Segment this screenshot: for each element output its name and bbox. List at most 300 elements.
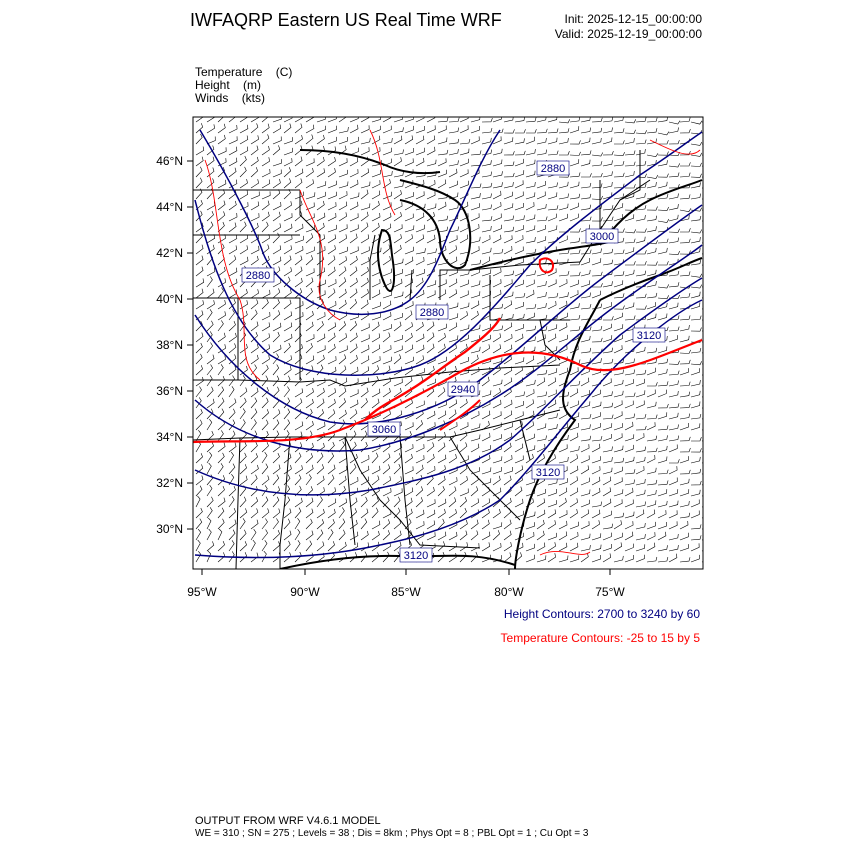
wind-barb (240, 530, 246, 540)
wind-barb (658, 480, 668, 485)
wind-barb (372, 201, 379, 210)
lon-ticks (202, 569, 610, 575)
wind-barb (581, 444, 589, 452)
wind-barb (251, 398, 257, 408)
wind-barb (328, 519, 335, 529)
wind-barb (328, 137, 337, 144)
wind-barb (394, 453, 401, 463)
wind-barb (647, 532, 655, 540)
wind-barb (350, 431, 356, 441)
wind-barb (218, 355, 226, 364)
wind-barb (295, 114, 303, 122)
wind-barb (559, 498, 566, 507)
wind-barb (625, 469, 635, 474)
wind-barb (229, 213, 237, 221)
wind-barb (669, 436, 679, 441)
wind-barb (471, 311, 478, 320)
wind-barb (680, 533, 688, 540)
wind-barb (581, 510, 589, 519)
wind-barb (251, 157, 258, 166)
wind-barb (229, 508, 236, 518)
wind-barb (548, 293, 558, 298)
wind-barb (614, 324, 623, 331)
wind-barb (680, 315, 690, 320)
wind-barb (537, 192, 545, 200)
wind-barb (559, 271, 569, 276)
wind-barb (526, 512, 535, 518)
wind-barb (702, 273, 713, 277)
wind-barb (702, 185, 713, 189)
wind-barb (306, 388, 314, 397)
lon-label: 95°W (187, 585, 217, 599)
wind-barb (702, 130, 713, 134)
wind-barb (284, 334, 292, 342)
wind-barb (658, 545, 668, 551)
wind-barb (680, 208, 691, 211)
wind-barb (240, 125, 248, 133)
wind-barb (416, 355, 424, 364)
wind-barb (669, 371, 679, 375)
wind-barb (581, 138, 590, 144)
wind-barb (339, 300, 346, 309)
wind-barb (240, 442, 246, 452)
wind-barb (504, 467, 513, 474)
wind-barb (273, 420, 279, 430)
wind-barb (372, 476, 379, 486)
wind-barb (284, 158, 292, 166)
wind-barb (251, 322, 258, 331)
wind-barb (581, 478, 589, 485)
wind-barb (306, 278, 313, 288)
wind-barb (317, 399, 324, 408)
wind-barb (504, 542, 512, 551)
wind-barb (471, 126, 480, 133)
wind-barb (350, 367, 358, 375)
wind-barb (526, 249, 536, 254)
wind-barb (647, 557, 657, 562)
wind-barb (680, 544, 689, 551)
wind-barb (339, 354, 346, 364)
wind-barb (449, 235, 457, 243)
wind-barb (691, 316, 701, 320)
wind-barb (339, 321, 346, 331)
wind-barb (669, 501, 678, 507)
wind-barb (658, 412, 667, 419)
wind-barb (581, 183, 591, 188)
wind-barb (251, 529, 256, 540)
map-title: IWFAQRP Eastern US Real Time WRF (190, 10, 502, 30)
wind-barb (284, 519, 290, 529)
wind-barb (416, 269, 425, 276)
wind-barb (515, 302, 524, 309)
wind-barb (295, 278, 302, 287)
wind-barb (372, 356, 380, 364)
wind-barb (262, 290, 270, 298)
wind-barb (350, 355, 357, 364)
wind-barb (427, 248, 437, 254)
wind-barb (383, 357, 392, 364)
wind-barb (416, 126, 425, 133)
wind-barb (449, 532, 457, 540)
wind-barb (262, 442, 269, 452)
wind-barb (284, 454, 291, 464)
wind-barb (691, 230, 702, 234)
wind-barb (449, 445, 457, 453)
wind-barb (460, 442, 467, 452)
wind-barb (306, 192, 315, 199)
wind-barb (350, 193, 359, 200)
lat-label: 44°N (156, 200, 183, 214)
wind-barb (636, 215, 645, 221)
wind-barb (438, 443, 445, 452)
wind-barb (471, 444, 479, 452)
lon-label: 80°W (494, 585, 524, 599)
wind-barb (240, 541, 247, 551)
wind-barb (603, 499, 611, 507)
svg-text:2880: 2880 (419, 307, 445, 319)
wind-barb (515, 324, 524, 331)
wind-barb (460, 235, 468, 243)
wind-barb (614, 423, 623, 430)
wind-barb (317, 246, 325, 254)
wind-barb (427, 160, 436, 166)
wind-barb (449, 169, 457, 177)
wind-barb (262, 191, 270, 199)
wind-barb (317, 290, 325, 298)
wind-barb (460, 169, 468, 177)
wind-barb (636, 479, 645, 485)
wind-barb (416, 345, 424, 353)
wind-barb (515, 225, 524, 232)
wind-barb (372, 248, 381, 254)
wind-barb (691, 543, 699, 551)
wind-barb (603, 302, 612, 309)
wind-barb (350, 344, 357, 353)
wind-barb (284, 114, 292, 122)
wind-barb (229, 158, 237, 166)
wind-barb (680, 423, 689, 430)
wind-barb (383, 213, 391, 221)
wind-barb (273, 125, 281, 134)
wind-barb (394, 157, 402, 166)
wind-barb (515, 401, 524, 408)
wind-barb (251, 114, 259, 123)
wind-barb (218, 147, 226, 155)
wind-barb (537, 204, 546, 210)
wind-barb (504, 345, 512, 353)
wind-barb (647, 118, 657, 122)
wind-barb (647, 226, 657, 232)
temperature-contour-note: Temperature Contours: -25 to 15 by 5 (500, 631, 700, 645)
wind-barb (680, 336, 689, 342)
wind-barb (592, 258, 601, 265)
wind-barb (570, 326, 580, 331)
wind-barb (482, 205, 492, 211)
wind-barb (383, 464, 390, 474)
wind-barb (229, 443, 236, 452)
wind-barb (460, 456, 468, 464)
wind-barb (372, 170, 381, 177)
wind-barb (427, 114, 435, 122)
wind-barb (471, 193, 480, 199)
wind-barb (196, 519, 202, 529)
wind-barb (504, 182, 513, 188)
wind-barb (625, 335, 634, 342)
wind-barb (207, 222, 213, 232)
wind-barb (460, 139, 470, 144)
wind-barb (394, 171, 404, 177)
wind-barb (570, 315, 580, 320)
wind-barb (218, 211, 225, 221)
wind-barb (570, 290, 578, 298)
wind-barb (328, 181, 336, 188)
wind-barb (405, 214, 413, 221)
wind-barb (493, 115, 502, 122)
wind-barb (603, 127, 613, 133)
wind-barb (328, 388, 336, 397)
wind-barb (427, 487, 434, 496)
wind-barb (262, 333, 270, 342)
wind-barb (603, 544, 612, 551)
wind-barb (636, 390, 645, 397)
wind-barb (658, 359, 668, 364)
wind-barb (548, 553, 556, 562)
wind-barb (658, 182, 667, 188)
wind-barb (240, 222, 246, 232)
wind-barb (262, 540, 267, 551)
wind-barb (493, 191, 501, 199)
wind-barb (614, 433, 622, 441)
wind-barb (548, 390, 556, 397)
wind-barb (614, 446, 623, 452)
wind-barb (526, 304, 536, 309)
svg-text:2940: 2940 (450, 384, 476, 396)
wind-barb (240, 191, 248, 200)
wind-barb (427, 204, 436, 211)
wind-barb (306, 322, 313, 331)
wind-barb (350, 148, 358, 155)
wind-barb (196, 496, 200, 507)
wind-barb (570, 126, 579, 133)
wind-barb (339, 127, 348, 133)
wind-barb (680, 479, 689, 485)
wind-barb (680, 513, 690, 518)
wind-barb (669, 335, 678, 342)
wind-barb (592, 555, 601, 562)
wind-barb (317, 201, 324, 210)
wind-barb (515, 235, 523, 243)
wind-barb (262, 398, 268, 408)
wind-barb (339, 388, 346, 398)
wind-barb (526, 202, 534, 210)
wind-barb (449, 303, 458, 309)
wind-barb (262, 234, 270, 243)
height-contour-note: Height Contours: 2700 to 3240 by 60 (503, 607, 700, 621)
wind-barb (515, 192, 523, 200)
wind-barb (361, 345, 369, 353)
wind-barb (229, 290, 237, 299)
wind-barb (317, 168, 325, 177)
wind-barb (658, 132, 669, 135)
wind-barb (603, 281, 613, 287)
wind-barb (438, 509, 445, 518)
wind-barb (350, 125, 358, 133)
wind-barb (625, 247, 634, 254)
wind-barb (570, 555, 579, 562)
wind-barb (592, 338, 602, 342)
wind-barb (603, 171, 613, 177)
wind-barb (460, 149, 469, 155)
wind-barb (218, 387, 224, 397)
wind-barb (262, 201, 269, 210)
wind-barb (625, 359, 635, 365)
wind-barb (636, 130, 647, 134)
wind-barb (526, 182, 535, 188)
wind-barb (691, 121, 702, 124)
wind-barb (603, 533, 611, 540)
wind-barb (658, 501, 667, 507)
wind-barb (328, 279, 336, 287)
wind-barb (636, 433, 644, 441)
wind-barb (471, 246, 479, 254)
wind-barb (427, 191, 435, 199)
wind-barb (537, 555, 546, 562)
wind-barb (647, 302, 656, 309)
wind-barb (262, 124, 269, 133)
wind-barb (427, 333, 434, 343)
wind-barb (394, 292, 403, 298)
wind-barb (669, 121, 680, 124)
wind-barb (229, 496, 234, 507)
wind-barb (504, 192, 513, 199)
wind-barb (317, 312, 325, 320)
wind-barb (614, 411, 622, 419)
wind-barb (647, 490, 656, 496)
wind-barb (218, 453, 224, 463)
wind-barb (482, 467, 491, 474)
wind-barb (295, 344, 303, 353)
wind-barb (603, 487, 611, 496)
wind-barb (526, 356, 534, 364)
wind-barb (361, 234, 369, 243)
wind-barb (548, 151, 558, 155)
wind-barb (317, 496, 323, 507)
wind-barb (350, 115, 358, 123)
wind-barb (295, 301, 303, 309)
wind-barb (592, 272, 602, 276)
wind-barb (570, 509, 578, 518)
wind-barb (284, 189, 291, 199)
wind-barb (350, 278, 357, 287)
wind-barb (405, 234, 413, 243)
wind-barb (559, 259, 568, 265)
wind-barb (548, 378, 556, 387)
wind-barb (273, 299, 280, 309)
wind-barb (471, 150, 481, 155)
wind-barb (295, 224, 303, 232)
wind-barb (658, 152, 669, 156)
wind-barb (460, 476, 468, 485)
wind-barb (570, 203, 578, 210)
wind-barb (229, 245, 237, 254)
wind-barb (592, 510, 600, 518)
wind-barb (625, 445, 634, 452)
wind-barb (636, 447, 646, 452)
wind-barb (207, 355, 214, 364)
wind-barb (383, 256, 391, 265)
wind-barb (471, 347, 480, 353)
wind-barb (427, 379, 435, 386)
wind-barb (207, 309, 212, 320)
wind-barb (218, 124, 225, 133)
wind-barb (262, 452, 267, 463)
wind-barb (526, 192, 535, 199)
wind-barb (647, 382, 657, 386)
wind-barb (482, 520, 489, 529)
wind-barb (383, 324, 392, 331)
wind-barb (515, 138, 525, 144)
wind-barb (603, 403, 613, 408)
wind-barb (273, 245, 281, 254)
wind-barb (614, 345, 622, 353)
field-winds-unit: (kts) (241, 91, 266, 105)
wind-barb (537, 138, 546, 144)
wind-barb (306, 399, 313, 408)
wind-barb (691, 361, 702, 365)
wind-barb (471, 531, 478, 541)
wind-barb (526, 160, 535, 166)
wind-barb (658, 284, 669, 288)
wind-barb (603, 249, 613, 254)
wind-barb (581, 194, 591, 199)
wind-barb (196, 267, 203, 276)
wind-barb (295, 124, 302, 134)
wind-barb (273, 475, 279, 485)
wind-barb (218, 135, 225, 144)
wind-barb (658, 239, 668, 243)
wind-barb (306, 541, 312, 551)
contour-label-2940 (448, 382, 478, 396)
wind-barb (262, 497, 268, 507)
wind-barb (262, 322, 270, 331)
wind-barb (383, 530, 390, 540)
wind-barb (229, 255, 236, 265)
lat-label: 38°N (156, 338, 183, 352)
wind-barb (196, 420, 202, 430)
wind-barb (240, 289, 247, 298)
wind-barb (658, 219, 669, 223)
wind-barb (251, 540, 255, 551)
wind-barb (504, 235, 512, 243)
wind-barb (262, 180, 270, 189)
wind-barb (482, 235, 490, 243)
wind-barb (251, 344, 258, 353)
wind-barb (207, 211, 214, 221)
wind-barb (339, 247, 348, 254)
wind-barb (625, 500, 633, 508)
wind-barb (196, 486, 202, 496)
wind-barb (273, 486, 280, 496)
wind-barb (317, 181, 326, 188)
wind-barb (438, 476, 445, 485)
wind-barb (636, 193, 645, 199)
wind-barb (537, 543, 545, 551)
wind-barb (658, 435, 668, 441)
wind-barb (614, 391, 623, 397)
wind-barb (658, 489, 667, 496)
wind-barb (218, 376, 225, 386)
wind-barb (680, 557, 690, 562)
